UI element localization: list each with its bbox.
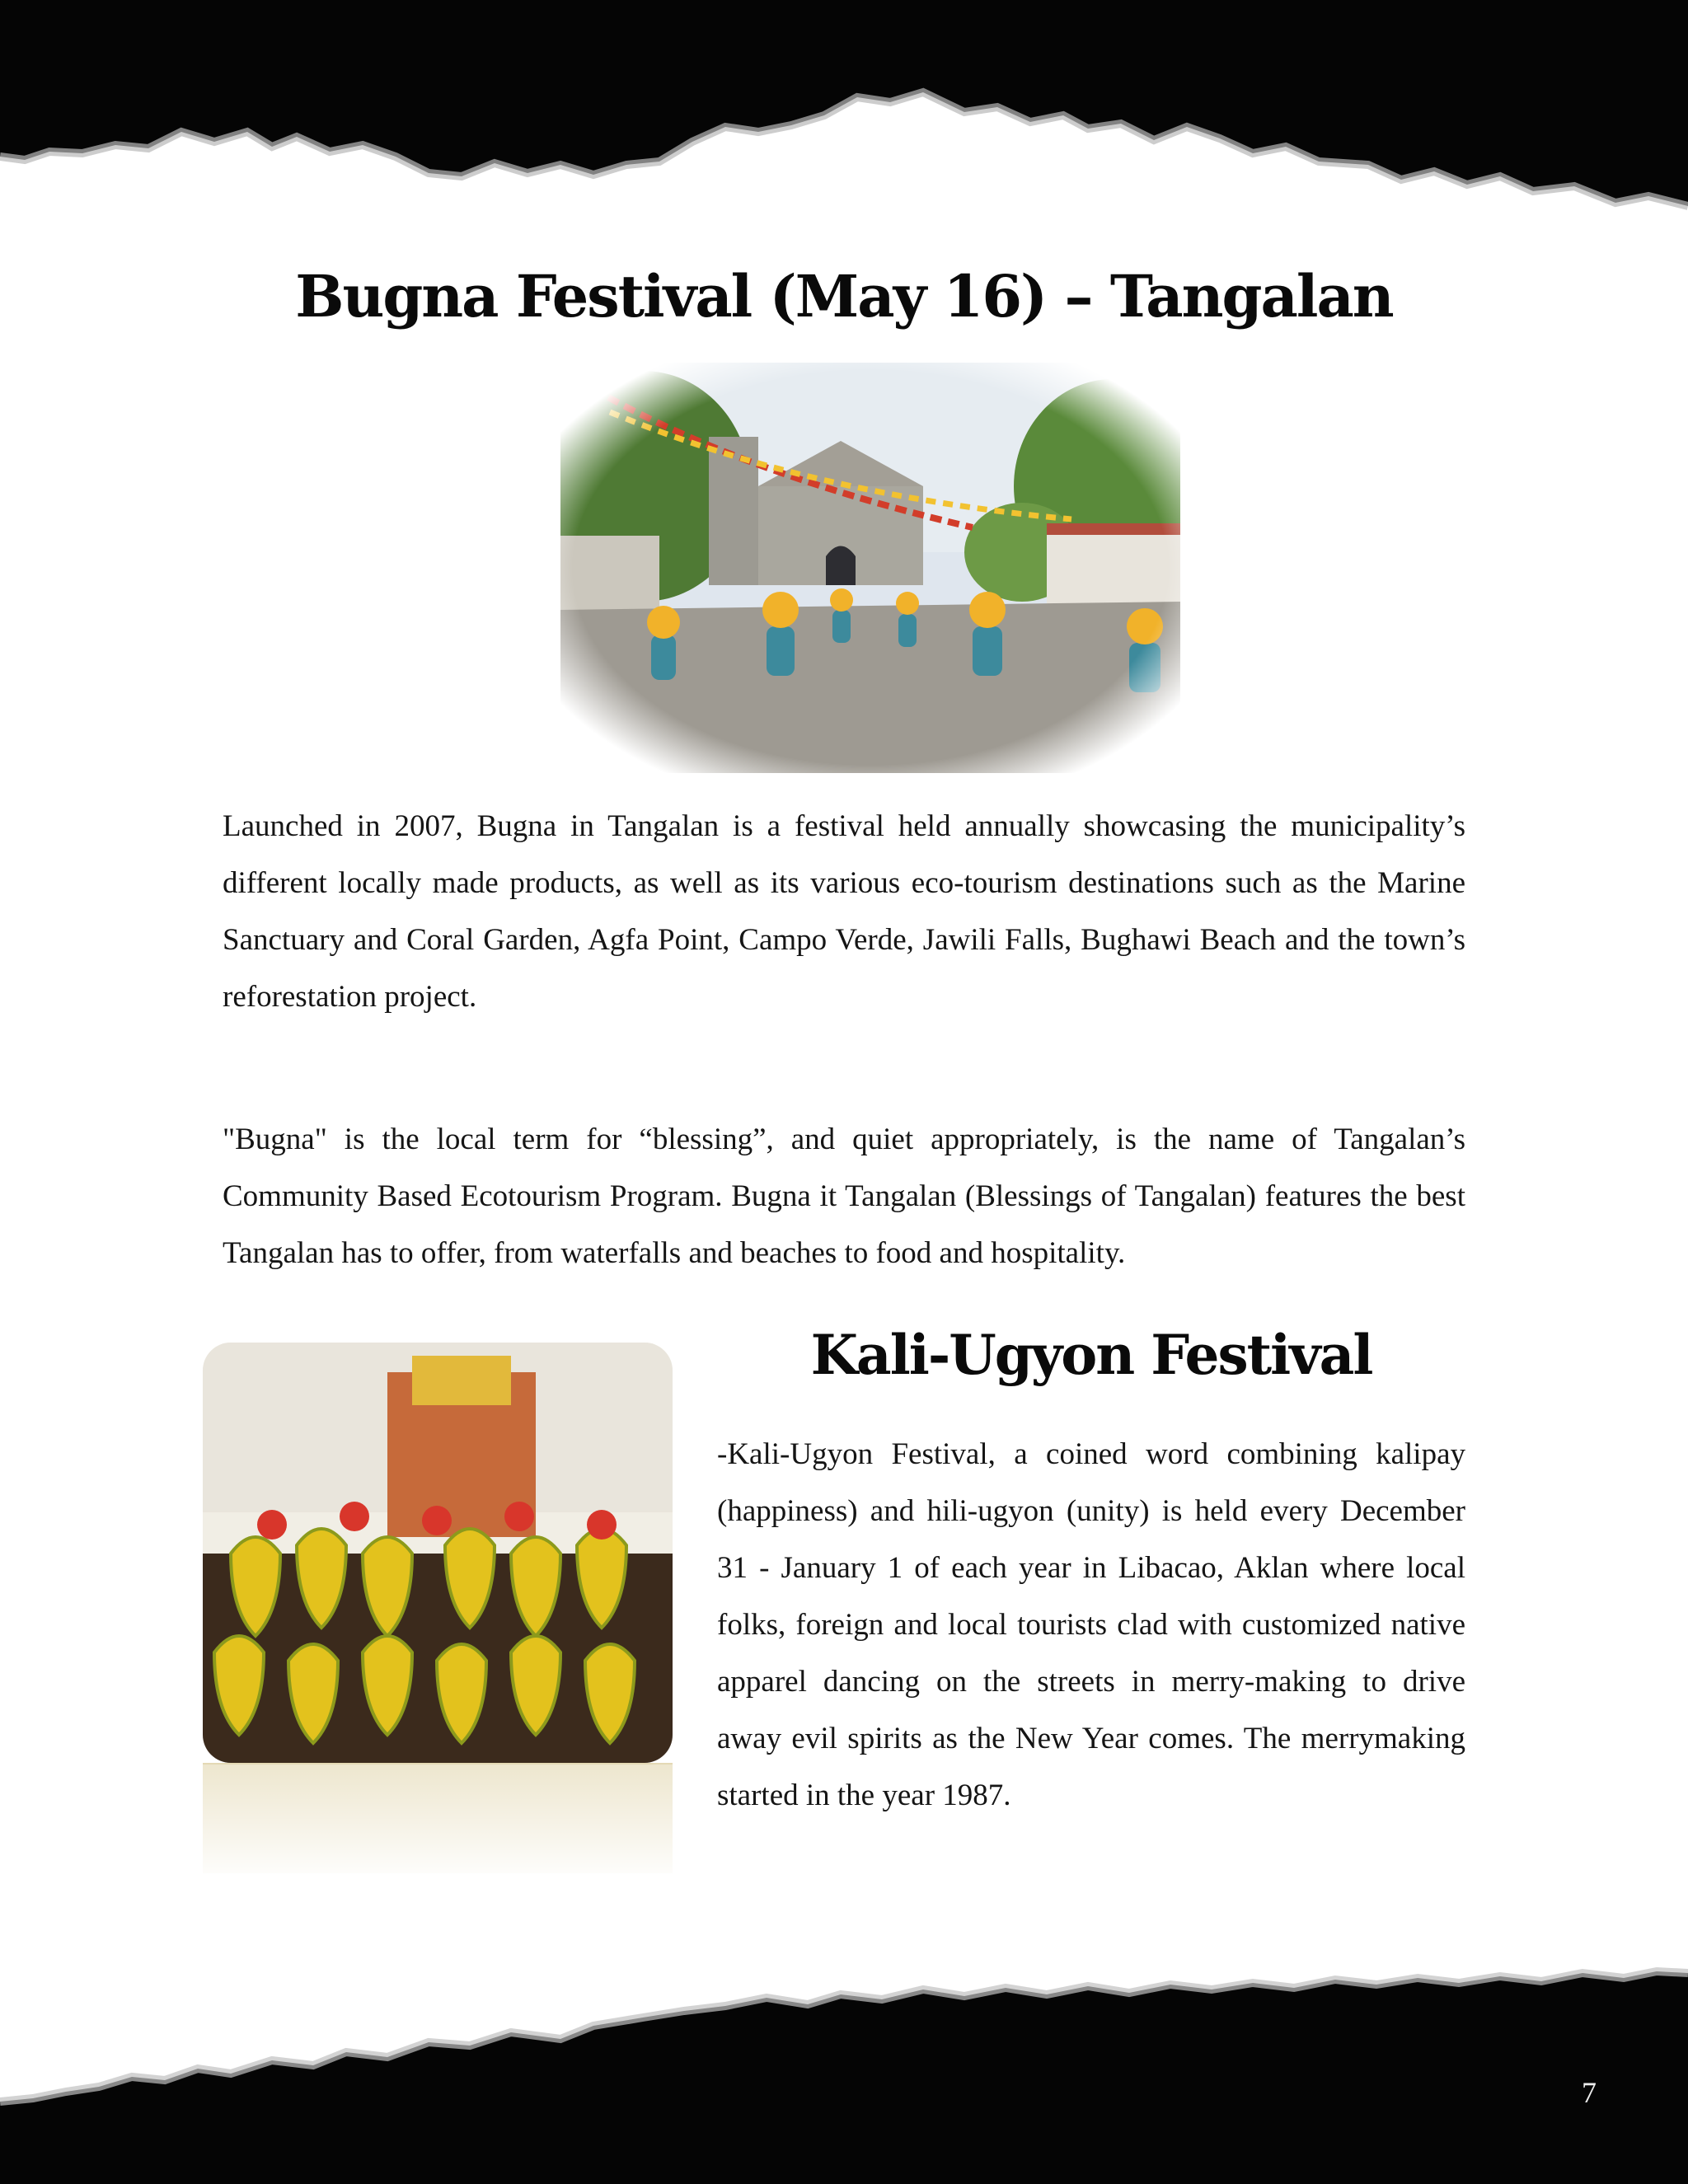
kali-ugyon-festival-photo (198, 1339, 676, 1883)
section-title-bugna: Bugna Festival (May 16) – Tangalan (295, 262, 1393, 330)
torn-paper-top-border (0, 0, 1688, 214)
bugna-paragraph-2: "Bugna" is the local term for “blessing”, and quiet appropriately, is the name of Tangalan’s Community Based Ecotourism Program. Bugna it Tangalan (Blessings of Tangalan) features the best Tangalan has to offer, from waterfalls and beaches to food and hospitality. (223, 1122, 1465, 1270)
kali-ugyon-paragraph: -Kali-Ugyon Festival, a coined word combining kalipay (happiness) and hili-ugyon (unity) is held every December 31 - January 1 of each year in Libacao, Aklan where local folks, foreign and local tourists clad with customized native apparel dancing on the streets in merry-making to drive away evil spirits as the New Year comes. The merrymaking started in the year 1987. (717, 1437, 1465, 1812)
torn-paper-bottom-border (0, 1953, 1688, 2184)
bugna-festival-photo (560, 363, 1180, 773)
section-title-kali-ugyon: Kali-Ugyon Festival (810, 1323, 1372, 1387)
page-number: 7 (1582, 2076, 1597, 2109)
bugna-paragraph-1: Launched in 2007, Bugna in Tangalan is a festival held annually showcasing the municipality’s different locally made products, as well as its various eco-tourism destinations such as the Marine Sanctuary and Coral Garden, Agfa Point, Campo Verde, Jawili Falls, Bughawi Beach and the town’s reforestation project. (223, 809, 1465, 1014)
